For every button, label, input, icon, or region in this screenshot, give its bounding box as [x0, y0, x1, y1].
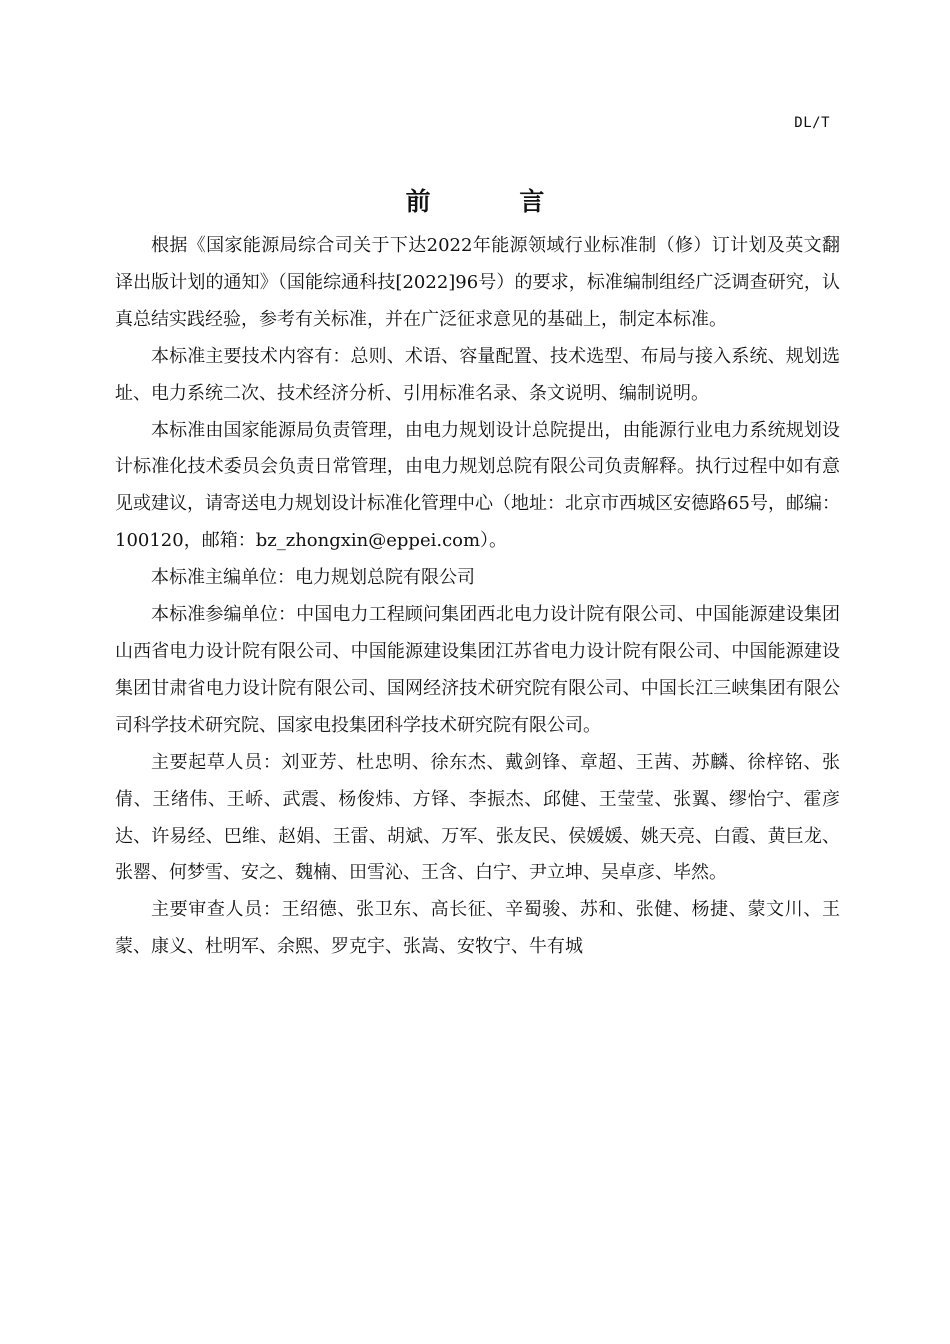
preface-body [115, 228, 840, 966]
paragraph-contents: 本标准主要技术内容有：总则、术语、容量配置、技术选型、布局与接入系统、规划选址、电力系统二次、技术经济分析、引用标准名录、条文说明、编制说明。 [115, 345, 840, 404]
paragraph-participants: 本标准参编单位：中国电力工程顾问集团西北电力设计院有限公司、中国能源建设集团山西省电力设计院有限公司、中国能源建设集团江苏省电力设计院有限公司、中国能源建设集团甘肃省电力设计院有限公司、国网经济技术研究院有限公司、中国长江三峡集团有限公司科学技术研究院、国家电投集团科学技术研究院有限公司。 [115, 604, 840, 736]
paragraph-drafters: 主要起草人员：刘亚芳、杜忠明、徐东杰、戴剑锋、章超、王茜、苏麟、徐梓铭、张倩、王绪伟、王峤、武震、杨俊炜、方铎、李振杰、邱健、王莹莹、张翼、缪怡宁、霍彦达、许易经、巴维、赵娟、王雷、胡斌、万军、张友民、侯媛媛、姚天亮、白霞、黄巨龙、张罂、何梦雪、安之、魏楠、田雪沁、王含、白宁、尹立坤、吴卓彦、毕然。 [115, 751, 840, 884]
paragraph-reviewers: 主要审查人员：王绍德、张卫东、高长征、辛蜀骏、苏和、张健、杨捷、蒙文川、王蒙、康义、杜明军、余熙、罗克宇、张嵩、安牧宁、牛有城 [115, 899, 840, 958]
page-title: 前 言 [405, 187, 585, 216]
paragraph-management: 本标准由国家能源局负责管理，由电力规划设计总院提出，由能源行业电力系统规划设计标准化技术委员会负责日常管理，由电力规划总院有限公司负责解释。执行过程中如有意见或建议，请寄送电力规划设计标准化管理中心（地址：北京市西城区安德路65号，邮编：100120，邮箱：bz_zhongxin@eppei.com）。 [115, 419, 840, 552]
standard-code: DL/T [794, 115, 830, 131]
paragraph-chief-editor: 本标准主编单位：电力规划总院有限公司 [151, 567, 475, 589]
paragraph-basis: 根据《国家能源局综合司关于下达2022年能源领域行业标准制（修）订计划及英文翻译出版计划的通知》（国能综通科技[2022]96号）的要求，标准编制组经广泛调查研究，认真总结实践经验，参考有关标准，并在广泛征求意见的基础上，制定本标准。 [115, 235, 840, 330]
